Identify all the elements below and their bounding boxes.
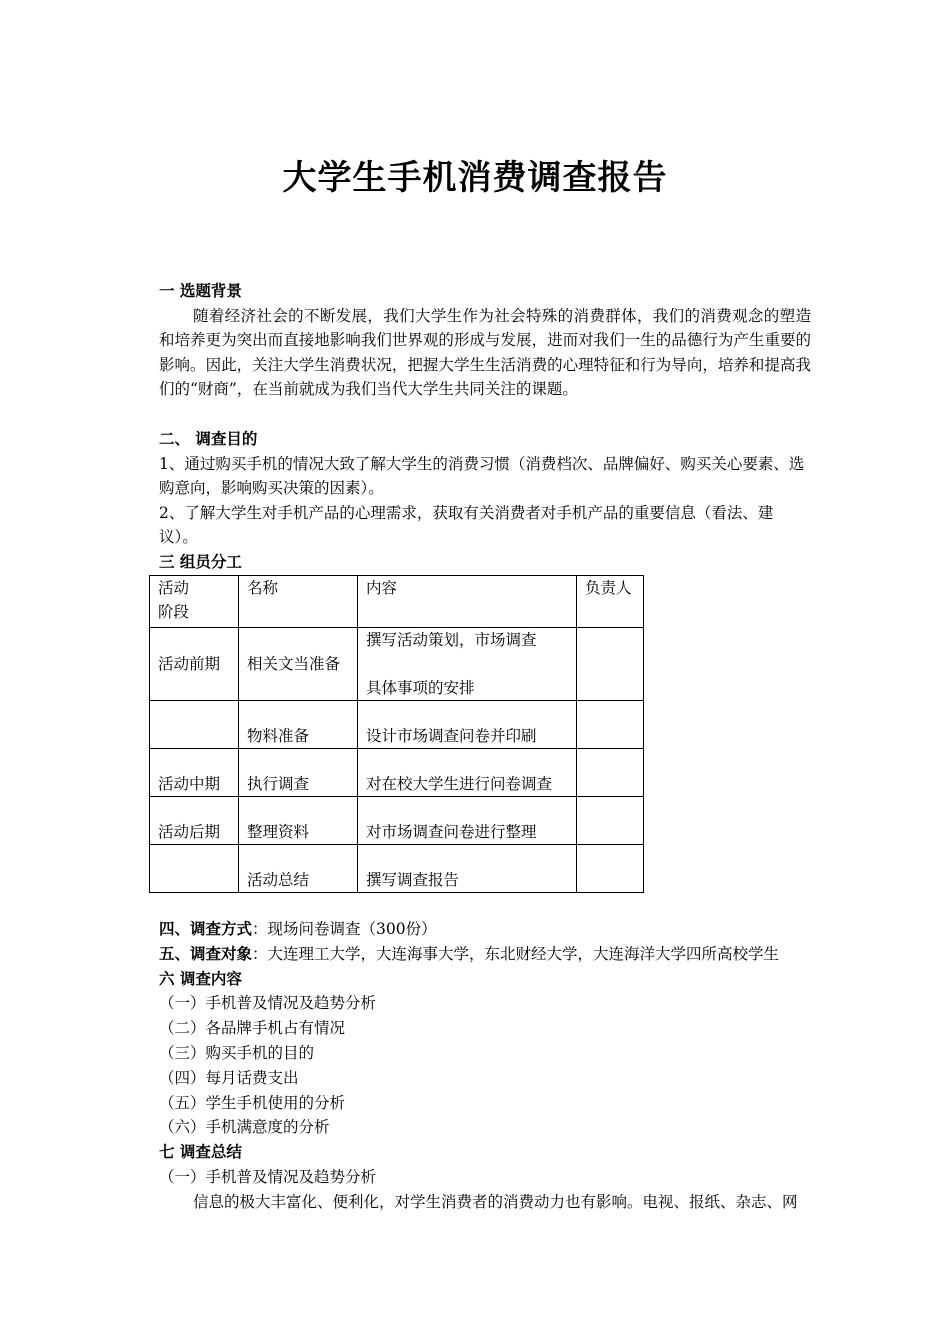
section6-heading: 六 调查内容 (159, 969, 242, 988)
section5-line (159, 942, 811, 967)
section6-item: （三）购买手机的目的 (159, 1043, 315, 1062)
table-row (150, 628, 644, 701)
section4-text: ：现场问卷调查（300份） (252, 920, 437, 938)
cell-stage: 活动中期 (150, 749, 239, 797)
section7-paragraph: 信息的极大丰富化、便利化，对学生消费者的消费动力也有影响。电视、报纸、杂志、网 (193, 1192, 798, 1211)
section4-line (159, 917, 811, 942)
cell-stage (150, 701, 239, 749)
section7-heading: 七 调查总结 (159, 1143, 242, 1162)
cell-name: 活动总结 (239, 845, 358, 893)
table-row (150, 749, 644, 797)
table-row (150, 797, 644, 845)
cell-stage: 活动后期 (150, 797, 239, 845)
cell-name: 相关文当准备 (239, 628, 358, 701)
cell-stage: 活动前期 (150, 628, 239, 701)
header-name: 名称 (239, 576, 358, 628)
table-row (150, 701, 644, 749)
cell-content (358, 628, 577, 701)
section3-heading: 三 组员分工 (159, 552, 242, 571)
cell-content: 设计市场调查问卷并印刷 (358, 701, 577, 749)
task-assignment-table (149, 575, 644, 893)
page-title: 大学生手机消费调查报告 (282, 158, 668, 198)
section7-item: （一）手机普及情况及趋势分析 (159, 1167, 377, 1186)
header-content: 内容 (358, 576, 577, 628)
section6-item: （二）各品牌手机占有情况 (159, 1019, 346, 1038)
table-row (150, 845, 644, 893)
header-owner: 负责人 (577, 576, 644, 628)
table-header-row (150, 576, 644, 628)
cell-content-line-2: 具体事项的安排 (366, 679, 475, 697)
lower-sections (159, 917, 811, 1215)
cell-name: 物料准备 (239, 701, 358, 749)
section4-label: 四、调查方式 (159, 920, 253, 938)
section-purpose (159, 427, 811, 575)
cell-name: 执行调查 (239, 749, 358, 797)
cell-content-line-1: 撰写活动策划，市场调查 (366, 631, 537, 649)
section2-item-2: 2、了解大学生对手机产品的心理需求，获取有关消费者对手机产品的重要信息（看法、建议）。 (159, 503, 774, 547)
header-stage: 活动 阶段 (150, 576, 239, 628)
section6-item: （六）手机满意度的分析 (159, 1118, 330, 1137)
cell-owner (577, 845, 644, 893)
cell-owner (577, 701, 644, 749)
cell-owner (577, 797, 644, 845)
cell-stage (150, 845, 239, 893)
section-background (159, 279, 811, 402)
section5-text: ：大连理工大学，大连海事大学，东北财经大学，大连海洋大学四所高校学生 (252, 944, 780, 963)
cell-owner (577, 628, 644, 701)
section5-label: 五、调查对象 (159, 944, 253, 963)
section6-item: （一）手机普及情况及趋势分析 (159, 994, 377, 1013)
section2-heading: 二、 调查目的 (159, 430, 258, 448)
section6-item: （四）每月话费支出 (159, 1068, 299, 1087)
cell-name: 整理资料 (239, 797, 358, 845)
cell-content: 对在校大学生进行问卷调查 (358, 749, 577, 797)
section6-item: （五）学生手机使用的分析 (159, 1093, 346, 1112)
cell-content: 对市场调查问卷进行整理 (358, 797, 577, 845)
section2-item-1: 1、通过购买手机的情况大致了解大学生的消费习惯（消费档次、品牌偏好、购买关心要素、选购意向，影响购买决策的因素）。 (159, 454, 805, 498)
section1-heading: 一 选题背景 (159, 282, 242, 300)
section1-paragraph: 随着经济社会的不断发展，我们大学生作为社会特殊的消费群体，我们的消费观念的塑造和培养更为突出而直接地影响我们世界观的形成与发展，进而对我们一生的品德行为产生重要的影响。因此，关注大学生消费状况，把握大学生生活消费的心理特征和行为导向，培养和提高我们的“财商”，在当前就成为我们当代大学生共同关注的课题。 (159, 306, 811, 399)
cell-owner (577, 749, 644, 797)
cell-content: 撰写调查报告 (358, 845, 577, 893)
